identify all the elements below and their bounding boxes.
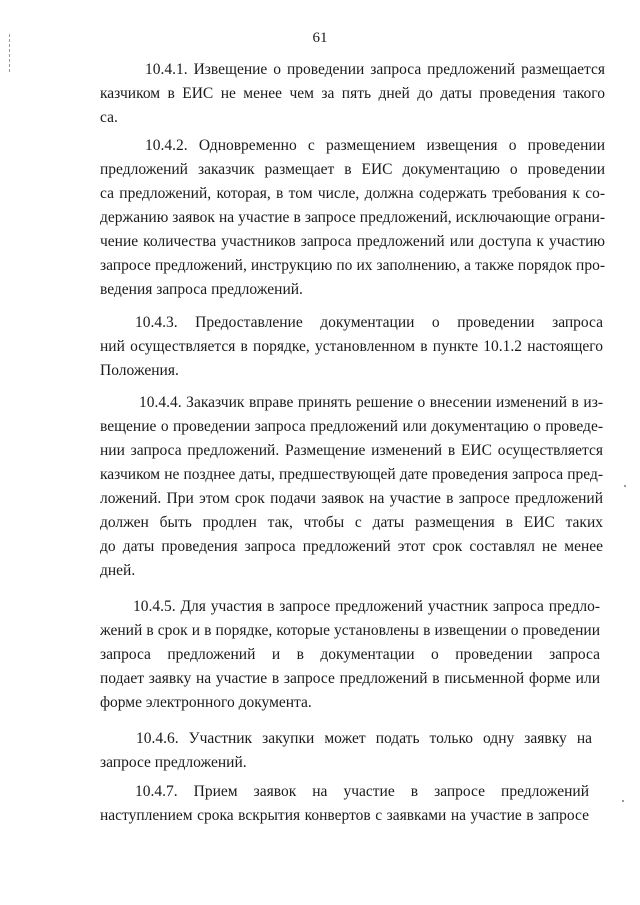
paragraph-10-4-4-line: до даты проведения запроса предложений этот срок составлял не менее <box>100 538 603 555</box>
paragraph-10-4-1-line: казчиком в ЕИС не менее чем за пять дней до даты проведения такого <box>100 85 605 102</box>
paragraph-10-4-2-line: чение количества участников запроса предложений или доступа к участию <box>100 233 605 250</box>
paragraph-10-4-5-line: подает заявку на участие в запросе предложений в письменной форме или <box>100 670 600 687</box>
paragraph-10-4-4-line: казчиком не позднее даты, предшествующей дате проведения запроса пред- <box>100 466 603 483</box>
paragraph-10-4-2-line: 10.4.2. Одновременно с размещением извещения о проведении <box>145 137 605 154</box>
paragraph-10-4-3-line: 10.4.3. Предоставление документации о проведении запроса <box>135 314 603 331</box>
scan-speck <box>622 800 624 802</box>
paragraph-10-4-1-line: 10.4.1. Извещение о проведении запроса предложений размещается <box>145 61 605 78</box>
paragraph-10-4-7-line: 10.4.7. Прием заявок на участие в запросе предложений <box>135 783 589 800</box>
paragraph-10-4-2-line: са предложений, которая, в том числе, должна содержать требования к со- <box>100 185 605 202</box>
paragraph-10-4-1-line: са. <box>100 109 118 126</box>
paragraph-10-4-4-line: 10.4.4. Заказчик вправе принять решение о внесении изменений в из- <box>139 394 603 411</box>
paragraph-10-4-7-line: наступлением срока вскрытия конвертов с заявками на участие в запросе <box>100 807 589 824</box>
paragraph-10-4-4-line: должен быть продлен так, чтобы с даты размещения в ЕИС таких <box>100 514 603 531</box>
paragraph-10-4-2-line: ведения запроса предложений. <box>100 281 303 298</box>
paragraph-10-4-3-line: Положения. <box>100 362 179 379</box>
paragraph-10-4-4-line: нии запроса предложений. Размещение изменений в ЕИС осуществляется <box>100 442 603 459</box>
paragraph-10-4-5-line: жений в срок и в порядке, которые установлены в извещении о проведении <box>100 622 600 639</box>
paragraph-10-4-2-line: держанию заявок на участие в запросе предложений, исключающие ограни- <box>100 209 605 226</box>
scan-speck <box>624 485 626 487</box>
paragraph-10-4-5-line: запроса предложений и в документации о проведении запроса <box>100 646 600 663</box>
paragraph-10-4-4-line: дней. <box>100 562 136 579</box>
paragraph-10-4-5-line: форме электронного документа. <box>100 694 312 711</box>
paragraph-10-4-3-line: ний осуществляется в порядке, установленном в пункте 10.1.2 настоящего <box>100 338 603 355</box>
paragraph-10-4-2-line: предложений заказчик размещает в ЕИС документацию о проведении <box>100 161 605 178</box>
paragraph-10-4-6-line: запросе предложений. <box>100 754 247 771</box>
paragraph-10-4-4-line: ложений. При этом срок подачи заявок на участие в запросе предложений <box>100 490 603 507</box>
paragraph-10-4-5-line: 10.4.5. Для участия в запросе предложений участник запроса предло- <box>133 598 600 615</box>
paragraph-10-4-2-line: запросе предложений, инструкцию по их заполнению, а также порядок про- <box>100 257 605 274</box>
paragraph-10-4-6-line: 10.4.6. Участник закупки может подать только одну заявку на <box>136 730 592 747</box>
page-number: 61 <box>312 30 328 46</box>
paragraph-10-4-4-line: вещение о проведении запроса предложений или документацию о проведе- <box>100 418 603 435</box>
